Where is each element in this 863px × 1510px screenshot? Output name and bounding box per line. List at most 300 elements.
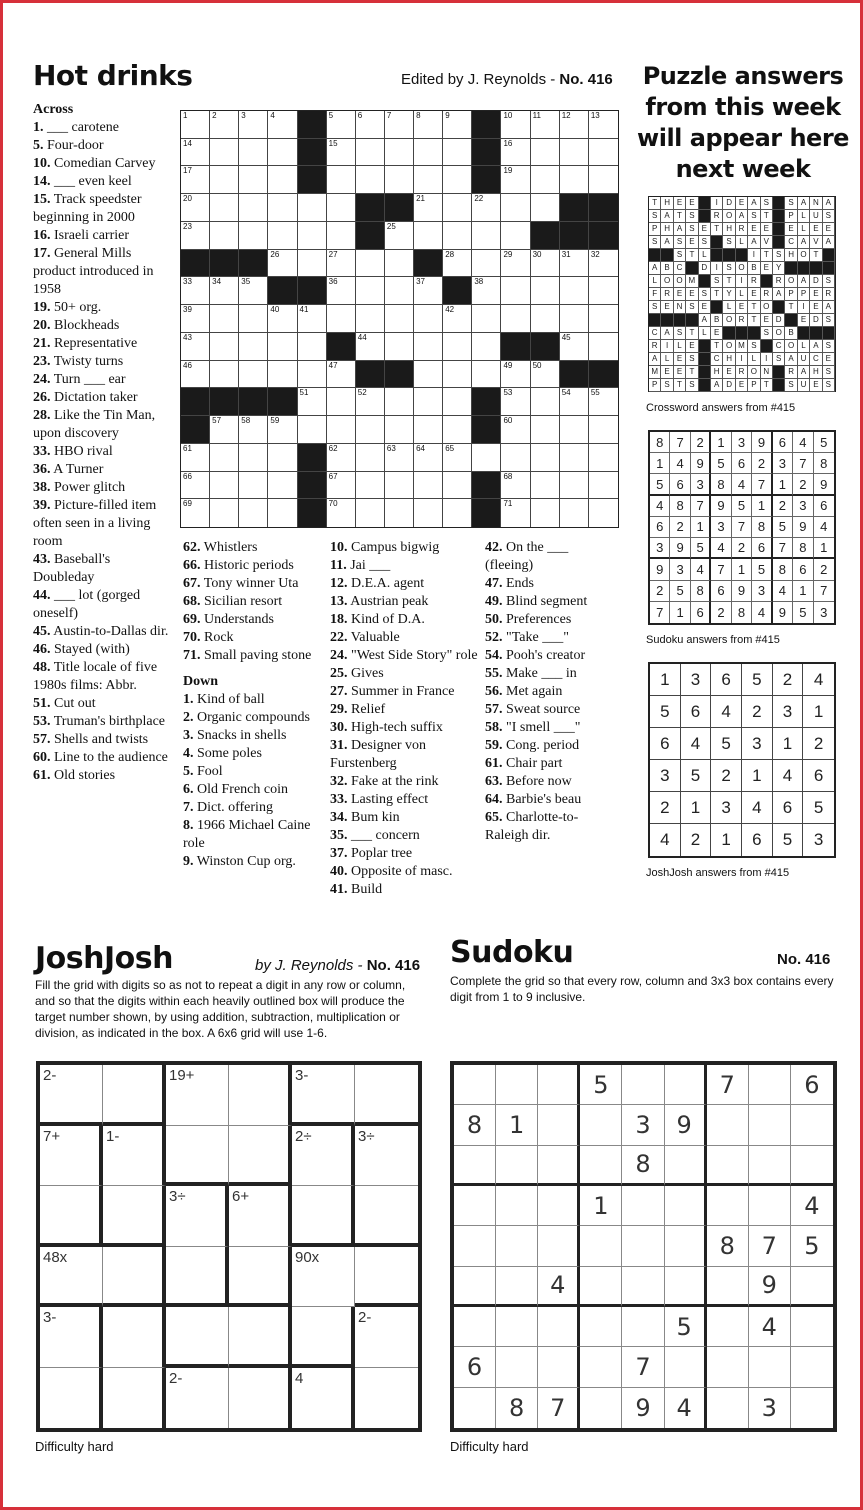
crossword-cell[interactable] (327, 388, 356, 416)
crossword-cell[interactable] (268, 194, 297, 222)
crossword-cell[interactable] (210, 472, 239, 500)
crossword-cell[interactable] (531, 499, 560, 527)
crossword-cell[interactable] (210, 222, 239, 250)
crossword-cell[interactable] (531, 277, 560, 305)
crossword-cell[interactable] (414, 139, 443, 167)
sudoku-cell[interactable] (580, 1307, 622, 1347)
sudoku-cell[interactable]: 7 (622, 1347, 664, 1387)
crossword-cell[interactable] (501, 222, 530, 250)
crossword-cell[interactable] (239, 305, 268, 333)
crossword-cell[interactable] (589, 305, 618, 333)
sudoku-cell[interactable]: 9 (665, 1105, 707, 1145)
sudoku-cell[interactable] (791, 1307, 833, 1347)
joshjosh-cell[interactable] (40, 1065, 103, 1126)
crossword-cell[interactable] (443, 139, 472, 167)
crossword-cell[interactable] (356, 499, 385, 527)
crossword-cell[interactable] (268, 139, 297, 167)
sudoku-cell[interactable] (496, 1146, 538, 1186)
sudoku-cell[interactable]: 4 (665, 1388, 707, 1428)
crossword-cell[interactable] (356, 166, 385, 194)
sudoku-cell[interactable] (622, 1065, 664, 1105)
sudoku-cell[interactable]: 5 (580, 1065, 622, 1105)
crossword-cell[interactable] (501, 388, 530, 416)
crossword-cell[interactable] (589, 333, 618, 361)
crossword-cell[interactable] (298, 416, 327, 444)
crossword-cell[interactable] (443, 305, 472, 333)
crossword-cell[interactable] (268, 305, 297, 333)
crossword-cell[interactable] (501, 499, 530, 527)
crossword-cell[interactable] (531, 111, 560, 139)
crossword-cell[interactable] (589, 416, 618, 444)
crossword-cell[interactable] (356, 333, 385, 361)
joshjosh-cell[interactable] (166, 1126, 229, 1187)
sudoku-cell[interactable]: 8 (622, 1146, 664, 1186)
crossword-cell[interactable] (589, 277, 618, 305)
crossword-cell[interactable] (210, 166, 239, 194)
sudoku-cell[interactable] (707, 1347, 749, 1387)
crossword-cell[interactable] (356, 305, 385, 333)
crossword-cell[interactable] (414, 194, 443, 222)
joshjosh-grid[interactable] (36, 1061, 422, 1432)
crossword-cell[interactable] (181, 472, 210, 500)
sudoku-cell[interactable] (580, 1146, 622, 1186)
crossword-cell[interactable] (298, 361, 327, 389)
joshjosh-cell[interactable] (292, 1247, 355, 1308)
crossword-cell[interactable] (356, 472, 385, 500)
crossword-cell[interactable] (414, 416, 443, 444)
crossword-cell[interactable] (210, 305, 239, 333)
sudoku-cell[interactable]: 4 (791, 1186, 833, 1226)
crossword-cell[interactable] (210, 499, 239, 527)
crossword-cell[interactable] (327, 305, 356, 333)
sudoku-cell[interactable]: 9 (622, 1388, 664, 1428)
crossword-cell[interactable] (560, 277, 589, 305)
crossword-cell[interactable] (443, 499, 472, 527)
crossword-cell[interactable] (327, 139, 356, 167)
crossword-cell[interactable] (385, 111, 414, 139)
crossword-cell[interactable] (356, 139, 385, 167)
crossword-cell[interactable] (239, 361, 268, 389)
crossword-cell[interactable] (472, 361, 501, 389)
crossword-cell[interactable] (385, 416, 414, 444)
crossword-cell[interactable] (589, 444, 618, 472)
sudoku-cell[interactable] (496, 1065, 538, 1105)
crossword-cell[interactable] (268, 111, 297, 139)
crossword-cell[interactable] (298, 222, 327, 250)
crossword-cell[interactable] (356, 416, 385, 444)
joshjosh-cell[interactable] (229, 1247, 292, 1308)
sudoku-cell[interactable]: 3 (749, 1388, 791, 1428)
crossword-cell[interactable] (414, 277, 443, 305)
sudoku-cell[interactable] (538, 1105, 580, 1145)
crossword-cell[interactable] (589, 166, 618, 194)
joshjosh-cell[interactable] (292, 1186, 355, 1247)
sudoku-cell[interactable] (707, 1307, 749, 1347)
crossword-cell[interactable] (560, 111, 589, 139)
crossword-cell[interactable] (181, 361, 210, 389)
sudoku-cell[interactable] (496, 1347, 538, 1387)
crossword-cell[interactable] (181, 194, 210, 222)
sudoku-cell[interactable] (580, 1347, 622, 1387)
crossword-cell[interactable] (181, 166, 210, 194)
sudoku-cell[interactable] (707, 1388, 749, 1428)
crossword-cell[interactable] (327, 250, 356, 278)
joshjosh-cell[interactable] (292, 1307, 355, 1368)
sudoku-cell[interactable]: 9 (749, 1267, 791, 1307)
crossword-cell[interactable] (210, 444, 239, 472)
crossword-cell[interactable] (531, 444, 560, 472)
joshjosh-cell[interactable] (40, 1247, 103, 1308)
sudoku-cell[interactable] (707, 1105, 749, 1145)
sudoku-cell[interactable] (665, 1267, 707, 1307)
crossword-cell[interactable] (181, 305, 210, 333)
crossword-cell[interactable] (501, 361, 530, 389)
crossword-cell[interactable] (501, 305, 530, 333)
crossword-cell[interactable] (589, 139, 618, 167)
sudoku-cell[interactable] (496, 1226, 538, 1266)
crossword-cell[interactable] (501, 444, 530, 472)
crossword-cell[interactable] (356, 277, 385, 305)
crossword-cell[interactable] (501, 194, 530, 222)
sudoku-cell[interactable] (580, 1267, 622, 1307)
crossword-cell[interactable] (560, 472, 589, 500)
sudoku-cell[interactable] (580, 1388, 622, 1428)
sudoku-cell[interactable] (454, 1146, 496, 1186)
crossword-cell[interactable] (472, 333, 501, 361)
crossword-cell[interactable] (589, 111, 618, 139)
crossword-cell[interactable] (531, 166, 560, 194)
joshjosh-cell[interactable] (103, 1186, 166, 1247)
crossword-cell[interactable] (385, 333, 414, 361)
crossword-cell[interactable] (298, 305, 327, 333)
joshjosh-cell[interactable] (40, 1368, 103, 1429)
sudoku-cell[interactable]: 6 (791, 1065, 833, 1105)
crossword-cell[interactable] (181, 444, 210, 472)
sudoku-cell[interactable] (749, 1065, 791, 1105)
crossword-cell[interactable] (327, 194, 356, 222)
crossword-cell[interactable] (443, 222, 472, 250)
crossword-cell[interactable] (414, 444, 443, 472)
sudoku-cell[interactable] (665, 1065, 707, 1105)
crossword-cell[interactable] (443, 416, 472, 444)
crossword-cell[interactable] (327, 444, 356, 472)
sudoku-cell[interactable]: 8 (454, 1105, 496, 1145)
joshjosh-cell[interactable] (229, 1126, 292, 1187)
sudoku-cell[interactable] (496, 1307, 538, 1347)
sudoku-cell[interactable] (707, 1146, 749, 1186)
crossword-cell[interactable] (501, 166, 530, 194)
crossword-cell[interactable] (181, 277, 210, 305)
crossword-cell[interactable] (298, 388, 327, 416)
crossword-cell[interactable] (443, 250, 472, 278)
joshjosh-cell[interactable] (355, 1065, 418, 1126)
joshjosh-cell[interactable] (355, 1247, 418, 1308)
crossword-cell[interactable] (239, 111, 268, 139)
crossword-cell[interactable] (560, 333, 589, 361)
joshjosh-cell[interactable] (355, 1368, 418, 1429)
crossword-cell[interactable] (239, 499, 268, 527)
joshjosh-cell[interactable] (40, 1307, 103, 1368)
crossword-cell[interactable] (531, 472, 560, 500)
crossword-cell[interactable] (268, 222, 297, 250)
joshjosh-cell[interactable] (355, 1307, 418, 1368)
sudoku-cell[interactable] (791, 1267, 833, 1307)
sudoku-cell[interactable]: 4 (538, 1267, 580, 1307)
crossword-cell[interactable] (356, 111, 385, 139)
joshjosh-cell[interactable] (292, 1065, 355, 1126)
sudoku-cell[interactable] (454, 1186, 496, 1226)
crossword-cell[interactable] (239, 416, 268, 444)
joshjosh-cell[interactable] (103, 1368, 166, 1429)
joshjosh-cell[interactable] (166, 1368, 229, 1429)
joshjosh-cell[interactable] (166, 1186, 229, 1247)
crossword-cell[interactable] (268, 333, 297, 361)
sudoku-cell[interactable] (454, 1226, 496, 1266)
crossword-cell[interactable] (443, 361, 472, 389)
crossword-cell[interactable] (210, 416, 239, 444)
crossword-cell[interactable] (327, 111, 356, 139)
sudoku-cell[interactable]: 5 (665, 1307, 707, 1347)
joshjosh-cell[interactable] (355, 1126, 418, 1187)
crossword-cell[interactable] (385, 139, 414, 167)
joshjosh-cell[interactable] (229, 1307, 292, 1368)
crossword-cell[interactable] (268, 444, 297, 472)
crossword-cell[interactable] (327, 277, 356, 305)
crossword-cell[interactable] (327, 166, 356, 194)
crossword-cell[interactable] (268, 499, 297, 527)
crossword-cell[interactable] (414, 361, 443, 389)
sudoku-cell[interactable]: 8 (707, 1226, 749, 1266)
sudoku-cell[interactable]: 6 (454, 1347, 496, 1387)
crossword-cell[interactable] (560, 444, 589, 472)
crossword-cell[interactable] (181, 222, 210, 250)
sudoku-cell[interactable] (454, 1388, 496, 1428)
joshjosh-cell[interactable] (229, 1065, 292, 1126)
crossword-cell[interactable] (531, 250, 560, 278)
crossword-cell[interactable] (560, 499, 589, 527)
joshjosh-cell[interactable] (103, 1126, 166, 1187)
sudoku-cell[interactable] (622, 1186, 664, 1226)
sudoku-cell[interactable]: 3 (622, 1105, 664, 1145)
crossword-cell[interactable] (239, 444, 268, 472)
joshjosh-cell[interactable] (166, 1065, 229, 1126)
joshjosh-cell[interactable] (292, 1126, 355, 1187)
joshjosh-cell[interactable] (166, 1247, 229, 1308)
sudoku-cell[interactable] (665, 1146, 707, 1186)
crossword-cell[interactable] (298, 333, 327, 361)
crossword-cell[interactable] (327, 499, 356, 527)
crossword-cell[interactable] (181, 333, 210, 361)
crossword-cell[interactable] (501, 472, 530, 500)
crossword-cell[interactable] (414, 472, 443, 500)
crossword-cell[interactable] (385, 388, 414, 416)
crossword-cell[interactable] (560, 305, 589, 333)
sudoku-cell[interactable] (538, 1347, 580, 1387)
crossword-cell[interactable] (327, 222, 356, 250)
sudoku-cell[interactable]: 1 (580, 1186, 622, 1226)
crossword-cell[interactable] (239, 222, 268, 250)
crossword-cell[interactable] (210, 139, 239, 167)
crossword-cell[interactable] (472, 305, 501, 333)
crossword-cell[interactable] (472, 194, 501, 222)
crossword-cell[interactable] (501, 250, 530, 278)
joshjosh-cell[interactable] (103, 1065, 166, 1126)
crossword-cell[interactable] (268, 472, 297, 500)
joshjosh-cell[interactable] (40, 1186, 103, 1247)
crossword-cell[interactable] (472, 250, 501, 278)
crossword-cell[interactable] (472, 444, 501, 472)
crossword-cell[interactable] (385, 250, 414, 278)
joshjosh-cell[interactable] (355, 1186, 418, 1247)
sudoku-cell[interactable] (538, 1226, 580, 1266)
sudoku-cell[interactable]: 1 (496, 1105, 538, 1145)
crossword-cell[interactable] (501, 111, 530, 139)
sudoku-cell[interactable] (707, 1267, 749, 1307)
sudoku-cell[interactable] (454, 1267, 496, 1307)
crossword-cell[interactable] (181, 139, 210, 167)
crossword-cell[interactable] (268, 166, 297, 194)
sudoku-cell[interactable] (791, 1388, 833, 1428)
crossword-cell[interactable] (356, 444, 385, 472)
crossword-cell[interactable] (531, 139, 560, 167)
sudoku-cell[interactable]: 7 (707, 1065, 749, 1105)
crossword-cell[interactable] (327, 472, 356, 500)
crossword-cell[interactable] (385, 277, 414, 305)
crossword-cell[interactable] (210, 361, 239, 389)
crossword-cell[interactable] (239, 194, 268, 222)
sudoku-cell[interactable] (538, 1146, 580, 1186)
sudoku-cell[interactable] (749, 1347, 791, 1387)
joshjosh-cell[interactable] (103, 1247, 166, 1308)
sudoku-cell[interactable] (496, 1267, 538, 1307)
sudoku-cell[interactable] (538, 1186, 580, 1226)
crossword-cell[interactable] (239, 166, 268, 194)
crossword-cell[interactable] (239, 333, 268, 361)
crossword-cell[interactable] (531, 416, 560, 444)
crossword-cell[interactable] (560, 139, 589, 167)
sudoku-cell[interactable] (454, 1307, 496, 1347)
crossword-cell[interactable] (443, 388, 472, 416)
sudoku-cell[interactable] (665, 1186, 707, 1226)
crossword-cell[interactable] (501, 277, 530, 305)
crossword-cell[interactable] (443, 166, 472, 194)
crossword-cell[interactable] (589, 472, 618, 500)
crossword-cell[interactable] (443, 472, 472, 500)
crossword-cell[interactable] (385, 222, 414, 250)
crossword-cell[interactable] (589, 388, 618, 416)
joshjosh-cell[interactable] (229, 1186, 292, 1247)
joshjosh-cell[interactable] (103, 1307, 166, 1368)
crossword-cell[interactable] (531, 305, 560, 333)
crossword-cell[interactable] (414, 111, 443, 139)
crossword-cell[interactable] (385, 444, 414, 472)
crossword-cell[interactable] (443, 111, 472, 139)
crossword-cell[interactable] (239, 277, 268, 305)
sudoku-cell[interactable] (454, 1065, 496, 1105)
crossword-cell[interactable] (501, 139, 530, 167)
sudoku-cell[interactable]: 7 (538, 1388, 580, 1428)
crossword-cell[interactable] (531, 194, 560, 222)
sudoku-cell[interactable]: 8 (496, 1388, 538, 1428)
sudoku-cell[interactable] (496, 1186, 538, 1226)
crossword-cell[interactable] (268, 416, 297, 444)
crossword-cell[interactable] (385, 499, 414, 527)
crossword-cell[interactable] (210, 111, 239, 139)
crossword-cell[interactable] (414, 166, 443, 194)
crossword-cell[interactable] (181, 499, 210, 527)
sudoku-cell[interactable] (791, 1146, 833, 1186)
sudoku-grid[interactable] (450, 1061, 837, 1432)
sudoku-cell[interactable] (580, 1226, 622, 1266)
sudoku-cell[interactable] (791, 1105, 833, 1145)
crossword-cell[interactable] (239, 139, 268, 167)
crossword-cell[interactable] (414, 388, 443, 416)
sudoku-cell[interactable] (622, 1226, 664, 1266)
crossword-cell[interactable] (443, 194, 472, 222)
sudoku-cell[interactable] (749, 1105, 791, 1145)
crossword-cell[interactable] (589, 250, 618, 278)
joshjosh-cell[interactable] (229, 1368, 292, 1429)
crossword-cell[interactable] (327, 416, 356, 444)
crossword-cell[interactable] (298, 194, 327, 222)
crossword-cell[interactable] (560, 416, 589, 444)
crossword-cell[interactable] (414, 333, 443, 361)
crossword-cell[interactable] (414, 222, 443, 250)
crossword-cell[interactable] (239, 472, 268, 500)
crossword-cell[interactable] (589, 499, 618, 527)
crossword-cell[interactable] (414, 499, 443, 527)
crossword-cell[interactable] (443, 444, 472, 472)
crossword-cell[interactable] (210, 194, 239, 222)
joshjosh-cell[interactable] (292, 1368, 355, 1429)
crossword-cell[interactable] (472, 222, 501, 250)
crossword-cell[interactable] (560, 250, 589, 278)
sudoku-cell[interactable] (749, 1146, 791, 1186)
crossword-cell[interactable] (414, 305, 443, 333)
crossword-cell[interactable] (385, 305, 414, 333)
crossword-cell[interactable] (531, 361, 560, 389)
crossword-cell[interactable] (385, 166, 414, 194)
sudoku-cell[interactable] (538, 1065, 580, 1105)
crossword-cell[interactable] (181, 111, 210, 139)
crossword-cell[interactable] (268, 250, 297, 278)
sudoku-cell[interactable] (791, 1347, 833, 1387)
sudoku-cell[interactable]: 5 (791, 1226, 833, 1266)
crossword-cell[interactable] (560, 166, 589, 194)
crossword-cell[interactable] (385, 472, 414, 500)
sudoku-cell[interactable] (665, 1226, 707, 1266)
crossword-cell[interactable] (472, 277, 501, 305)
crossword-grid[interactable] (180, 110, 619, 528)
crossword-cell[interactable] (298, 250, 327, 278)
sudoku-cell[interactable] (622, 1307, 664, 1347)
crossword-cell[interactable] (210, 277, 239, 305)
sudoku-cell[interactable] (749, 1186, 791, 1226)
crossword-cell[interactable] (356, 250, 385, 278)
crossword-cell[interactable] (356, 388, 385, 416)
sudoku-cell[interactable] (580, 1105, 622, 1145)
sudoku-cell[interactable] (538, 1307, 580, 1347)
crossword-cell[interactable] (501, 416, 530, 444)
joshjosh-cell[interactable] (40, 1126, 103, 1187)
sudoku-cell[interactable] (622, 1267, 664, 1307)
crossword-cell[interactable] (443, 333, 472, 361)
sudoku-cell[interactable] (665, 1347, 707, 1387)
sudoku-cell[interactable]: 7 (749, 1226, 791, 1266)
crossword-cell[interactable] (531, 388, 560, 416)
sudoku-cell[interactable]: 4 (749, 1307, 791, 1347)
crossword-cell[interactable] (327, 361, 356, 389)
